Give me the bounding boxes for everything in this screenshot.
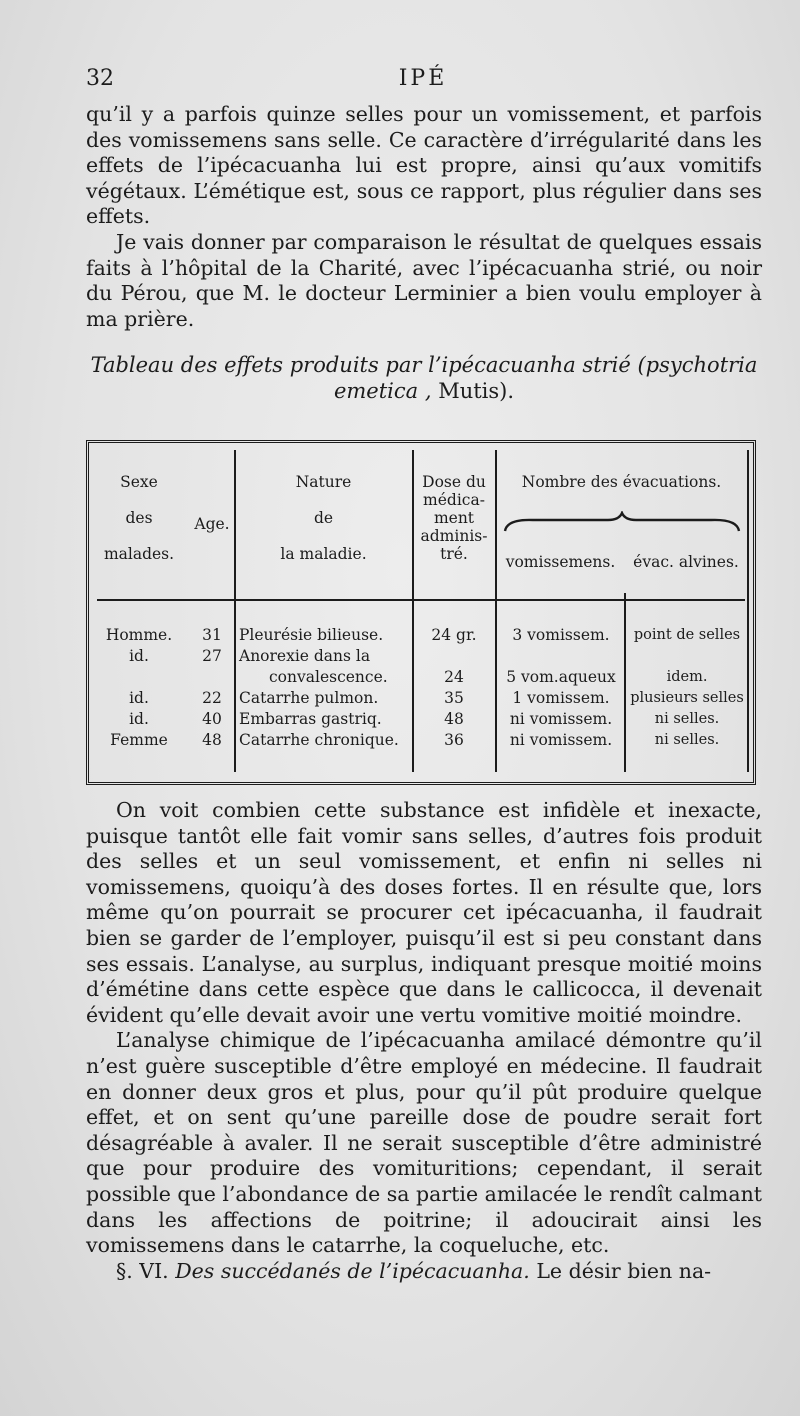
table-cell-sexe: id. <box>129 647 149 665</box>
paragraph: Je vais donner par comparaison le résultat de quelques essais faits à l’hôpital de la Charité, avec l’ipécacuanha strié, ou noir du Pérou, que M. le docteur Lerminier a bien voulu employer à ma prière. <box>86 230 762 331</box>
table-cell-sexe: id. <box>129 710 149 728</box>
table-cell-sexe: Femme <box>110 731 168 749</box>
table-cell-nature: Anorexie dans la <box>239 647 371 665</box>
header-dose: Dose du médica- ment adminis- tré. <box>420 473 488 563</box>
table-caption <box>86 352 762 404</box>
section-heading-line <box>86 1259 762 1285</box>
header-sexe: Sexe des malades. <box>103 473 175 563</box>
page-number: 32 <box>86 66 114 91</box>
section-title: Des succédanés de l’ipécacuanha. <box>175 1258 530 1283</box>
table-cell-age: 27 <box>202 647 222 665</box>
table-cell-nature: convalescence. <box>269 668 388 686</box>
header-alvines: évac. alvines. <box>633 553 739 571</box>
header-vomissemens: vomissemens. <box>505 553 616 571</box>
table-cell-nature: Embarras gastriq. <box>239 710 382 728</box>
table-cell-vomissemens: 5 vom.aqueux <box>506 668 616 686</box>
table-cell-age: 48 <box>202 731 222 749</box>
table-cell-alvines: idem. <box>666 669 708 685</box>
header-age: Age. <box>194 515 230 533</box>
table-cell-nature: Catarrhe pulmon. <box>239 689 379 707</box>
table-cell-alvines: ni selles. <box>654 732 720 748</box>
section-text: Le désir bien na- <box>536 1258 712 1283</box>
table-cell-dose: 48 <box>444 710 464 728</box>
paragraph-comparison <box>86 230 762 332</box>
caption-title: Tableau des effets produits par l’ipécacuanha strié (psychotria emetica , <box>90 353 758 403</box>
table-cell-alvines: ni selles. <box>654 711 720 727</box>
paragraph: On voit combien cette substance est infidèle et inexacte, puisque tantôt elle fait vomir sans selles, d’autres fois produit des selles et un seul vomissement, et enfin ni selles ni vomissemens, quoiqu’à des doses fortes. Il en résulte que, lors même qu’on pourrait se procurer cet ipécacuanha, il faudrait bien se garder de l’employer, puisqu’il est si peu constant dans ses essais. L’analyse, au surplus, indiquant presque moitié moins d’émétine dans cette espèce que dans le callicocca, il devenait évident qu’elle devait avoir une vertu vomitive moitié moindre. <box>86 798 762 1027</box>
table-cell-age: 40 <box>202 710 222 728</box>
table-cell-dose: 35 <box>444 689 464 707</box>
table-cell-vomissemens: ni vomissem. <box>509 731 613 749</box>
page-header <box>86 66 760 96</box>
column-rule <box>624 593 626 772</box>
table-cell-alvines: plusieurs selles <box>630 690 744 706</box>
table-cell-vomissemens: 3 vomissem. <box>512 626 610 644</box>
running-head: IPÉ <box>398 66 448 91</box>
column-rule <box>747 450 749 772</box>
caption-authority: Mutis). <box>438 379 515 403</box>
table-cell-alvines: point de selles <box>633 627 741 643</box>
paragraph: qu’il y a parfois quinze selles pour un vomissement, et parfois des vomissemens sans selle. Ce caractère d’irrégularité dans les effets de l’ipécacuanha lui est propre, ainsi qu’aux vomitifs végétaux. L’émétique est, sous ce rapport, plus régulier dans ses effets. <box>86 102 762 229</box>
table-cell-dose: 36 <box>444 731 464 749</box>
brace-icon <box>503 511 741 533</box>
header-nombre-evacuations: Nombre des évacuations. <box>521 473 722 491</box>
table-cell-vomissemens: 1 vomissem. <box>512 689 610 707</box>
table-cell-age: 31 <box>202 626 222 644</box>
table-cell-sexe: id. <box>129 689 149 707</box>
header-nature: Nature de la maladie. <box>280 473 367 563</box>
table-cell-nature: Pleurésie bilieuse. <box>239 626 384 644</box>
section-number: §. VI. <box>116 1258 169 1283</box>
table-cell-sexe: Homme. <box>105 626 173 644</box>
discussion-text <box>86 798 762 1284</box>
table-cell-vomissemens: ni vomissem. <box>509 710 613 728</box>
results-table <box>86 440 756 785</box>
paragraph: L’analyse chimique de l’ipécacuanha amilacé démontre qu’il n’est guère susceptible d’être employé en médecine. Il faudrait en donner deux gros et plus, pour qu’il pût produire quelque effet, et on sent qu’une pareille dose de poudre serait fort désagréable à avaler. Il ne serait susceptible d’être administré que pour produire des vomituritions; cependant, il serait possible que l’abondance de sa partie amilacée le rendît calmant dans les affections de poitrine; il adoucirait ainsi les vomissemens dans le catarrhe, la coqueluche, etc. <box>86 1028 763 1258</box>
table-cell-dose: 24 gr. <box>431 626 477 644</box>
header-rule <box>97 599 745 601</box>
table-cell-age: 22 <box>202 689 222 707</box>
paragraph-continuation <box>86 102 762 230</box>
table-cell-nature: Catarrhe chronique. <box>239 731 399 749</box>
table-cell-dose: 24 <box>444 668 464 686</box>
